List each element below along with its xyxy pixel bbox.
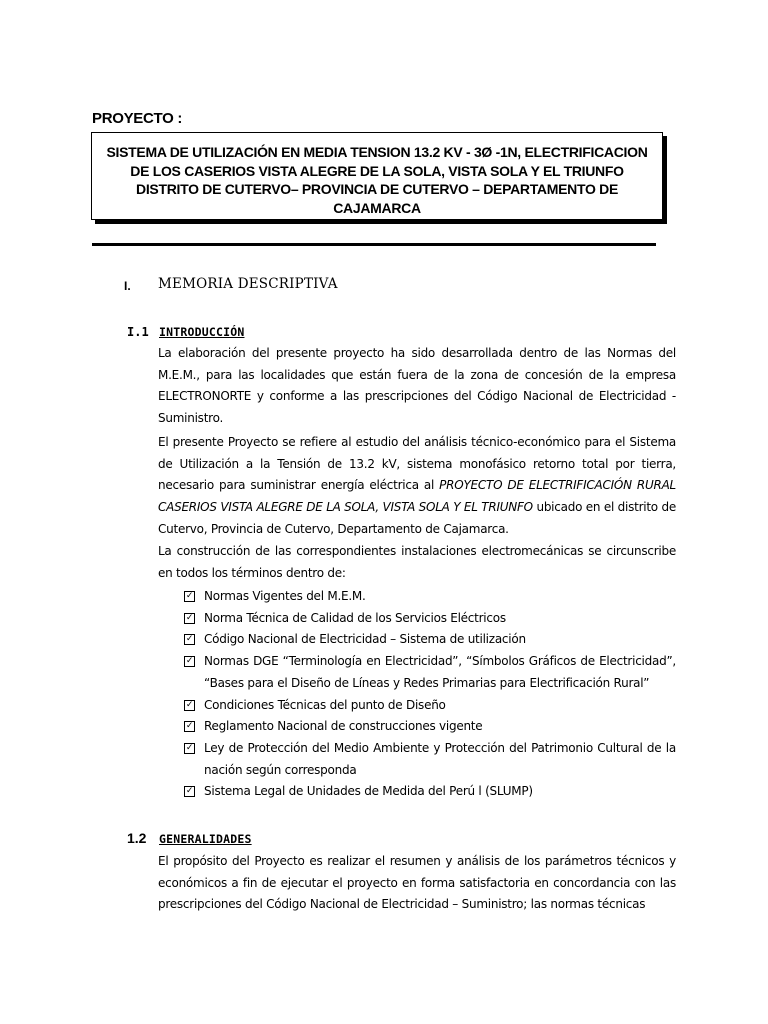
intro-paragraph-2-tail: ubicado en el distrito de Cutervo, Provincia de Cutervo, Departamento de Cajamarca. (158, 500, 676, 536)
checked-box-icon: ✓ (185, 699, 194, 710)
list-item-text: Normas Vigentes del M.E.M. (204, 589, 366, 603)
norms-checklist (184, 586, 676, 803)
list-item-text: Norma Técnica de Calidad de los Servicios Eléctricos (204, 610, 506, 625)
list-item-text: Normas DGE “Terminología en Electricidad”, “Símbolos Gráficos de Electricidad”, “Bases para el Diseño de Líneas y Redes Primarias para Electrificación Rural” (204, 654, 676, 690)
list-item-text: Condiciones Técnicas del punto de Diseño (204, 697, 446, 712)
project-name-italic: PROYECTO DE ELECTRIFICACIÓN RURAL CASERIOS VISTA ALEGRE DE LA SOLA, VISTA SOLA Y EL TRIUNFO (158, 478, 676, 515)
list-item (184, 629, 676, 651)
checked-box-icon: ✓ (185, 742, 194, 753)
list-item (184, 586, 676, 608)
section-title: MEMORIA DESCRIPTIVA (158, 276, 338, 292)
list-item (184, 608, 676, 630)
project-title-line: SISTEMA DE UTILIZACIÓN EN MEDIA TENSION 13.2 KV - 3Ø -1N, ELECTRIFICACION (106, 144, 648, 160)
proyecto-label: PROYECTO : (92, 110, 183, 127)
checked-box-icon: ✓ (185, 634, 194, 645)
intro-paragraph-1: La elaboración del presente proyecto ha sido desarrollada dentro de las Normas del M.E.M., para las localidades que están fuera de la zona de concesión de la empresa ELECTRONORTE y conforme a las prescripciones del Código Nacional de Electricidad - Suministro. (158, 346, 676, 426)
project-title-box (91, 132, 663, 220)
subsection-title: INTRODUCCIÓN (159, 325, 245, 339)
checked-box-icon: ✓ (185, 656, 194, 667)
horizontal-rule (92, 243, 656, 246)
subsection-number: I.1 (127, 325, 149, 339)
checked-box-icon: ✓ (185, 721, 194, 732)
list-item-text: Ley de Protección del Medio Ambiente y Protección del Patrimonio Cultural de la nación según corresponda (204, 740, 676, 777)
list-item (184, 651, 676, 694)
intro-paragraph-2 (158, 432, 676, 541)
list-item (184, 716, 676, 738)
project-title-line: DISTRITO DE CUTERVO– PROVINCIA DE CUTERVO – DEPARTAMENTO DE (136, 181, 618, 197)
checked-box-icon: ✓ (185, 612, 194, 623)
section-number: I. (124, 279, 131, 293)
list-item (184, 781, 676, 803)
intro-paragraph-3: La construcción de las correspondientes instalaciones electromecánicas se circunscribe en todos los términos dentro de: (158, 544, 676, 580)
list-item-text: Sistema Legal de Unidades de Medida del Perú l (SLUMP) (204, 784, 533, 799)
list-item-text: Reglamento Nacional de construcciones vigente (204, 719, 483, 734)
checked-box-icon: ✓ (185, 591, 194, 601)
checked-box-icon: ✓ (185, 786, 194, 797)
intro-paragraph-2-text: El presente Proyecto se refiere al estudio del análisis técnico-económico para el Sistema de Utilización a la Tensión de 13.2 kV, sistema monofásico retorno total por tierra, necesario para suministrar energía eléctrica al (158, 435, 676, 493)
project-title-line: CAJAMARCA (333, 199, 421, 216)
subsection-title: GENERALIDADES (159, 832, 252, 846)
list-item (184, 695, 676, 717)
list-item (184, 738, 676, 781)
generalidades-paragraph: El propósito del Proyecto es realizar el resumen y análisis de los parámetros técnicos y económicos a fin de ejecutar el proyecto en forma satisfactoria en concordancia con las prescripciones del Código Nacional de Electricidad – Suministro; las normas técnicas (158, 854, 676, 912)
subsection-number: 1.2 (127, 830, 147, 846)
list-item-text: Código Nacional de Electricidad – Sistema de utilización (204, 632, 526, 647)
project-title-line: DE LOS CASERIOS VISTA ALEGRE DE LA SOLA, VISTA SOLA Y EL TRIUNFO (130, 162, 624, 179)
